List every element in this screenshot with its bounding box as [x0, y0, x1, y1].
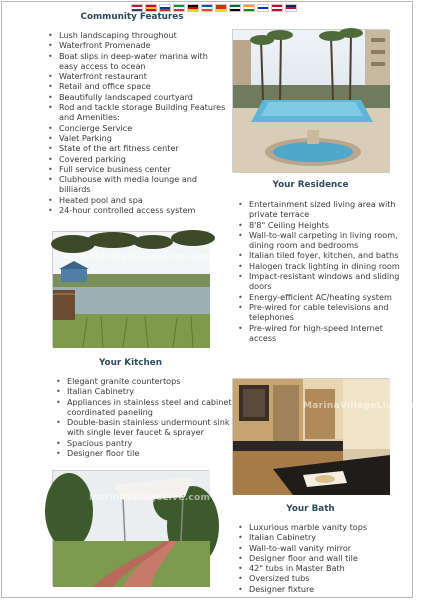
- walkway-watermark: MarinaVillageLive.com: [89, 493, 211, 503]
- community-feature-item: • Covered parking: [53, 154, 228, 164]
- language-flags: [131, 4, 297, 12]
- flag-russia-icon[interactable]: [159, 4, 171, 12]
- flag-france-icon[interactable]: [201, 4, 213, 12]
- amenities-page: [1, 1, 424, 598]
- community-features-list: [45, 30, 228, 215]
- community-feature-item: • Retail and office space: [53, 81, 228, 91]
- kitchen-feature-item: • Appliances in stainless steel and cabinet coordinated paneling: [61, 397, 236, 418]
- your-kitchen-list: [53, 376, 236, 458]
- residence-feature-item: • Pre-wired for cable televisions and telephones: [243, 302, 403, 323]
- community-feature-item: • Waterfront restaurant: [53, 71, 228, 81]
- community-feature-item: • Waterfront Promenade: [53, 40, 228, 50]
- kitchen-photo: [232, 378, 424, 494]
- flag-denmark-icon[interactable]: [271, 4, 283, 12]
- bath-feature-item: • 42" tubs in Master Bath: [243, 563, 403, 573]
- kitchen-feature-item: • Double-basin stainless undermount sink with single lever faucet & sprayer: [61, 417, 236, 438]
- flag-china-icon[interactable]: [215, 4, 227, 12]
- your-bath-list: [235, 522, 403, 594]
- bath-feature-item: • Luxurious marble vanity tops: [243, 522, 403, 532]
- flag-spain-icon[interactable]: [145, 4, 157, 12]
- kitchen-watermark: MarinaVillageLive.com: [303, 401, 424, 411]
- community-feature-item: • 24-hour controlled access system: [53, 205, 228, 215]
- bath-feature-item: • Oversized tubs: [243, 573, 403, 583]
- bath-feature-item: • Designer floor and wall tile: [243, 553, 403, 563]
- community-feature-item: • Rod and tackle storage Building Features and Amenities:: [53, 102, 228, 123]
- community-feature-item: • Beautifully landscaped courtyard: [53, 92, 228, 102]
- residence-feature-item: • Wall-to-wall carpeting in living room, dining room and bedrooms: [243, 230, 403, 251]
- flag-uk-icon[interactable]: [285, 4, 297, 12]
- your-kitchen-heading: Your Kitchen: [98, 358, 162, 368]
- marina-watermark: www.MarinaVillageLive.com: [61, 252, 212, 262]
- your-bath-heading: Your Bath: [286, 504, 335, 514]
- bath-feature-item: • Italian Cabinetry: [243, 532, 403, 542]
- bath-feature-item: • Wall-to-wall vanity mirror: [243, 543, 403, 553]
- kitchen-feature-item: • Designer floor tile: [61, 448, 236, 458]
- kitchen-feature-item: • Elegant granite countertops: [61, 376, 236, 386]
- bath-feature-item: • Designer fixture: [243, 584, 403, 594]
- flag-israel-icon[interactable]: [257, 4, 269, 12]
- residence-feature-item: • Pre-wired for high-speed Internet access: [243, 323, 403, 344]
- community-feature-item: • Full service business center: [53, 164, 228, 174]
- residence-feature-item: • Energy-efficient AC/heating system: [243, 292, 403, 302]
- walkway-photo: [52, 470, 209, 586]
- community-feature-item: • Clubhouse with media lounge and billiards: [53, 174, 228, 195]
- community-feature-item: • Lush landscaping throughout: [53, 30, 228, 40]
- community-features-heading: Community Features: [80, 12, 184, 22]
- community-feature-item: • Concierge Service: [53, 123, 228, 133]
- pool-photo: [232, 29, 389, 172]
- your-residence-list: [235, 199, 403, 343]
- kitchen-feature-item: • Spacious pantry: [61, 438, 236, 448]
- your-residence-heading: Your Residence: [272, 180, 349, 190]
- flag-germany-icon[interactable]: [187, 4, 199, 12]
- flag-uae-icon[interactable]: [229, 4, 241, 12]
- residence-feature-item: • Impact-resistant windows and sliding doors: [243, 271, 403, 292]
- kitchen-feature-item: • Italian Cabinetry: [61, 386, 236, 396]
- community-feature-item: • Valet Parking: [53, 133, 228, 143]
- residence-feature-item: • Italian tiled foyer, kitchen, and baths: [243, 250, 403, 260]
- community-feature-item: • Heated pool and spa: [53, 195, 228, 205]
- residence-feature-item: • 8'8" Ceiling Heights: [243, 220, 403, 230]
- community-feature-item: • State of the art fitness center: [53, 143, 228, 153]
- flag-usa-icon[interactable]: [131, 4, 143, 12]
- residence-feature-item: • Entertainment sized living area with private terrace: [243, 199, 403, 220]
- marina-photo: [52, 231, 212, 347]
- residence-feature-item: • Halogen track lighting in dining room: [243, 261, 403, 271]
- community-feature-item: • Boat slips in deep-water marina with easy access to ocean: [53, 51, 228, 72]
- flag-italy-icon[interactable]: [173, 4, 185, 12]
- flag-india-icon[interactable]: [243, 4, 255, 12]
